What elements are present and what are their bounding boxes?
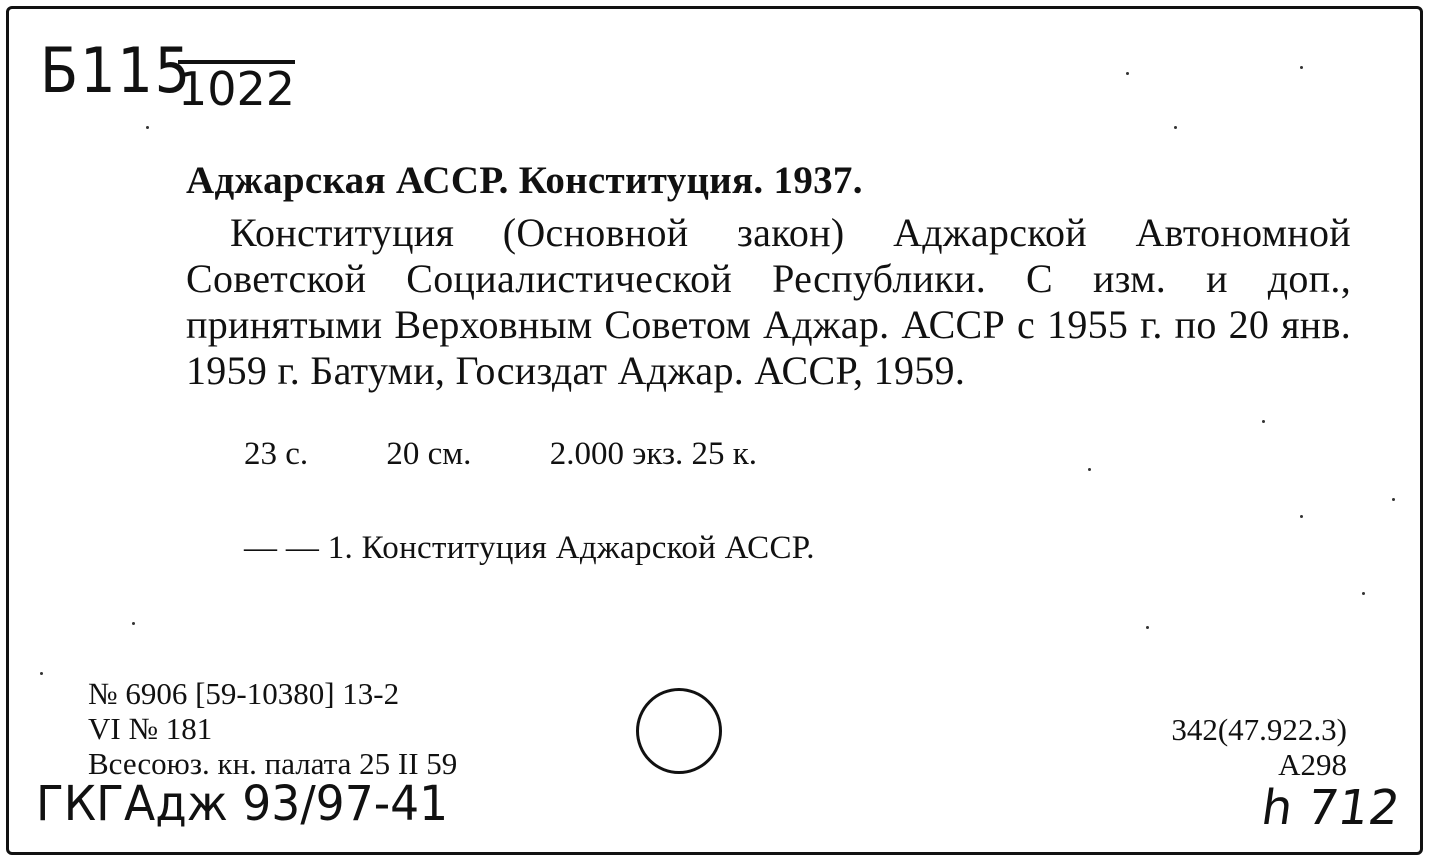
bibliographic-description: Конституция (Основной закон) Аджарской Автономной Советской Социалистической Республики. С изм. и доп., принятыми Верховным Советом Аджар. АССР с 1955 г. по 20 янв. 1959 г. Батуми, Госиздат Аджар. АССР, 1959. xyxy=(186,210,1351,393)
scan-speck xyxy=(1392,498,1395,501)
registration-number: № 6906 [59-10380] 13-2 xyxy=(88,676,400,711)
print-run-price: 2.000 экз. 25 к. xyxy=(549,436,758,472)
scan-speck xyxy=(1300,66,1303,69)
author-mark: А298 xyxy=(1278,747,1347,782)
registration-issuer: Всесоюз. кн. палата 25 II 59 xyxy=(88,746,458,781)
card-punch-hole xyxy=(636,688,722,774)
classification-block xyxy=(1171,712,1347,782)
scan-speck xyxy=(40,672,43,675)
scan-speck xyxy=(1146,626,1149,629)
scan-speck xyxy=(1088,468,1091,471)
page-count: 23 с. xyxy=(244,436,309,472)
subject-entry: — — 1. Конституция Аджарской АССР. xyxy=(244,530,815,566)
scan-speck xyxy=(1362,592,1365,595)
scan-speck xyxy=(132,622,135,625)
scan-speck xyxy=(146,126,149,129)
classification-code: 342(47.922.3) xyxy=(1171,712,1347,747)
registration-block xyxy=(88,676,457,781)
registration-series: VI № 181 xyxy=(88,711,213,746)
card-heading: Аджарская АССР. Конституция. 1937. xyxy=(186,159,863,202)
scan-speck xyxy=(1174,126,1177,129)
handwritten-number-note: h 712 xyxy=(1258,780,1404,836)
scan-speck xyxy=(1126,72,1129,75)
book-size: 20 см. xyxy=(386,436,472,472)
handwritten-shelfmark: Б115 xyxy=(40,34,192,107)
collation-line xyxy=(244,436,827,473)
scan-speck xyxy=(1262,420,1265,423)
handwritten-shelfmark-number: 1022 xyxy=(178,62,296,116)
scan-speck xyxy=(1300,515,1303,518)
handwritten-inventory-note: ГКГАдж 93/97-41 xyxy=(36,776,449,832)
